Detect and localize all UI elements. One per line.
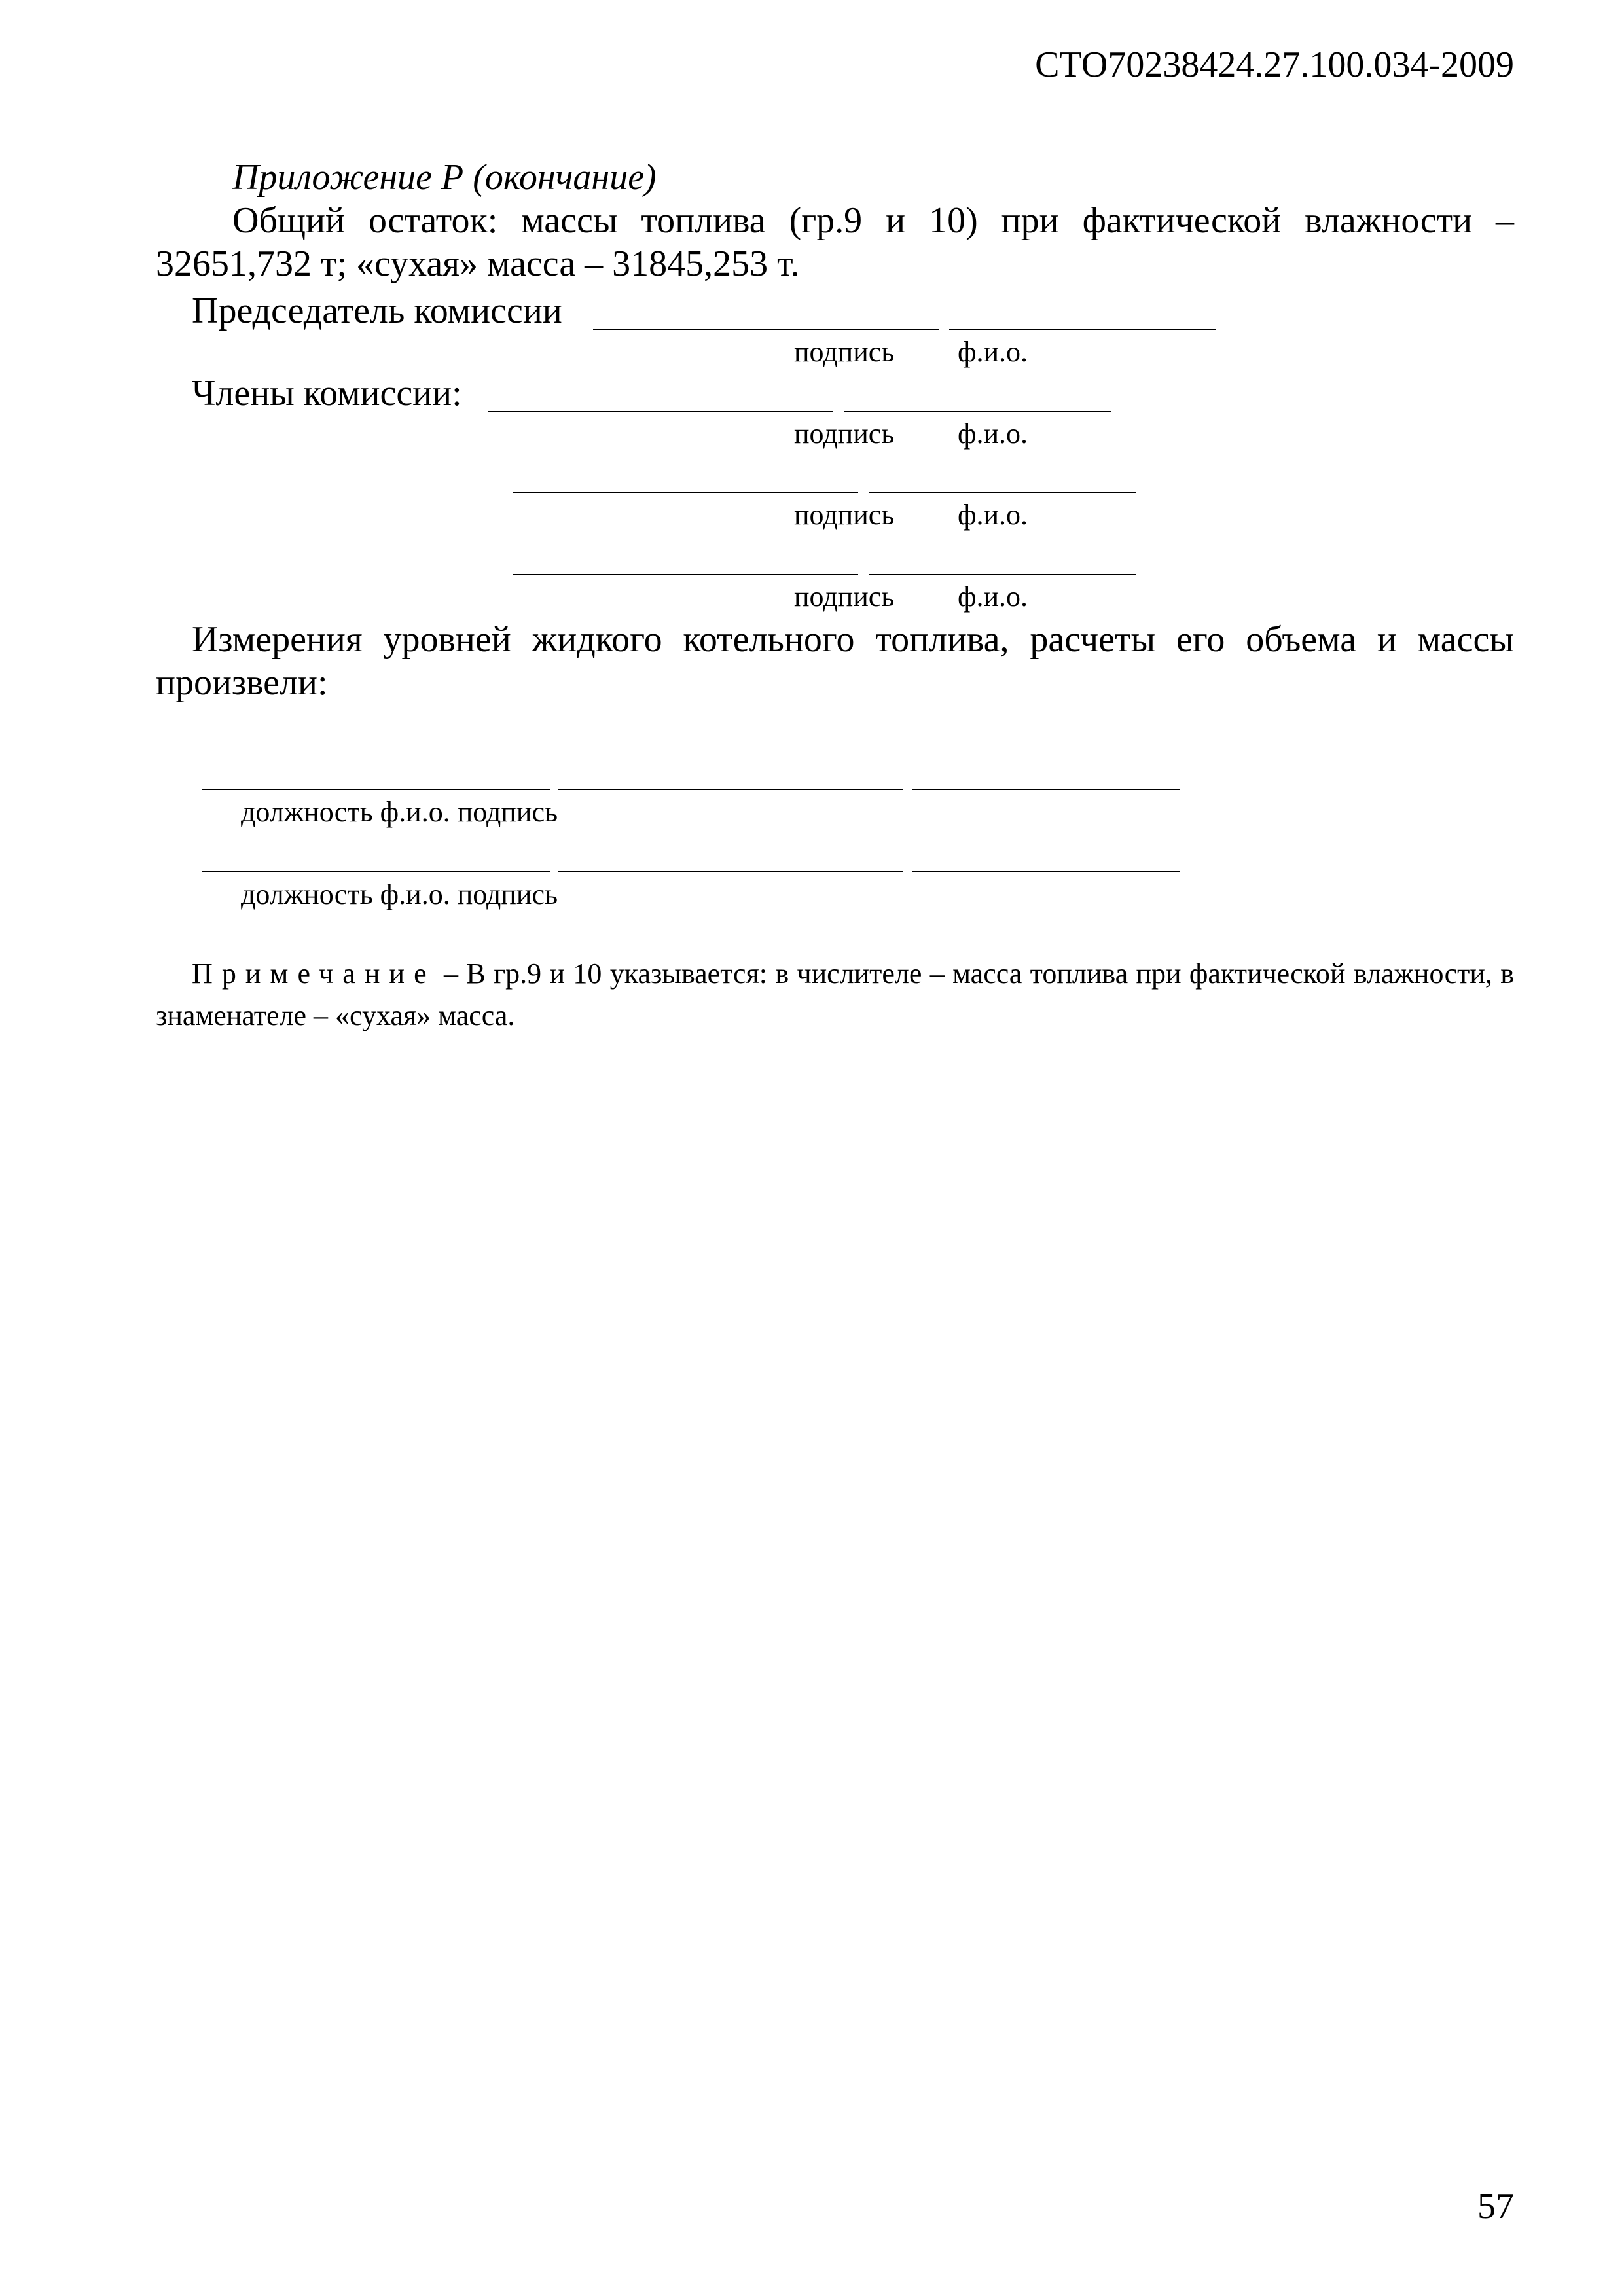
member-1-signature-line <box>488 411 833 412</box>
members-label: Члены комиссии: <box>192 373 462 414</box>
member-2-name-caption: ф.и.о. <box>958 499 1028 531</box>
member-2-signature-caption: подпись <box>794 499 895 531</box>
chairman-signature-line <box>593 329 939 330</box>
member-3-name-caption: ф.и.о. <box>958 581 1028 613</box>
chairman-label: Председатель комиссии <box>192 291 562 331</box>
measurer-1-caption: должность ф.и.о. подпись <box>241 796 558 828</box>
note-label: Примечание <box>192 958 436 990</box>
member-1-signature-caption: подпись <box>794 418 895 450</box>
page-number: 57 <box>1477 2186 1514 2227</box>
measurer-1-position-line <box>202 789 550 790</box>
member-3-signature-line <box>513 574 858 575</box>
member-1-name-line <box>844 411 1111 412</box>
measurer-1-name-line <box>558 789 903 790</box>
measurer-2-signature-line <box>912 871 1180 872</box>
document-code: СТО70238424.27.100.034-2009 <box>1035 45 1514 85</box>
chairman-name-line <box>949 329 1216 330</box>
summary-paragraph: Общий остаток: массы топлива (гр.9 и 10) при фактической влажности – 32651,732 т; «сухая» масса – 31845,253 т. <box>156 200 1514 284</box>
member-1-name-caption: ф.и.о. <box>958 418 1028 450</box>
member-3-signature-caption: подпись <box>794 581 895 613</box>
chairman-name-caption: ф.и.о. <box>958 336 1028 368</box>
appendix-title: Приложение Р (окончание) <box>232 157 657 198</box>
member-3-name-line <box>869 574 1136 575</box>
measurer-2-position-line <box>202 871 550 872</box>
measurer-2-name-line <box>558 871 903 872</box>
note-text: – В гр.9 и 10 указывается: в числителе – масса топлива при фактической влажности, в знаменателе – «сухая» масса. <box>156 958 1514 1031</box>
measurer-1-signature-line <box>912 789 1180 790</box>
measurer-2-caption: должность ф.и.о. подпись <box>241 878 558 910</box>
measurements-paragraph: Измерения уровней жидкого котельного топлива, расчеты его объема и массы произвели: <box>156 619 1514 703</box>
member-2-name-line <box>869 492 1136 493</box>
note-paragraph <box>156 953 1514 1037</box>
member-2-signature-line <box>513 492 858 493</box>
chairman-signature-caption: подпись <box>794 336 895 368</box>
